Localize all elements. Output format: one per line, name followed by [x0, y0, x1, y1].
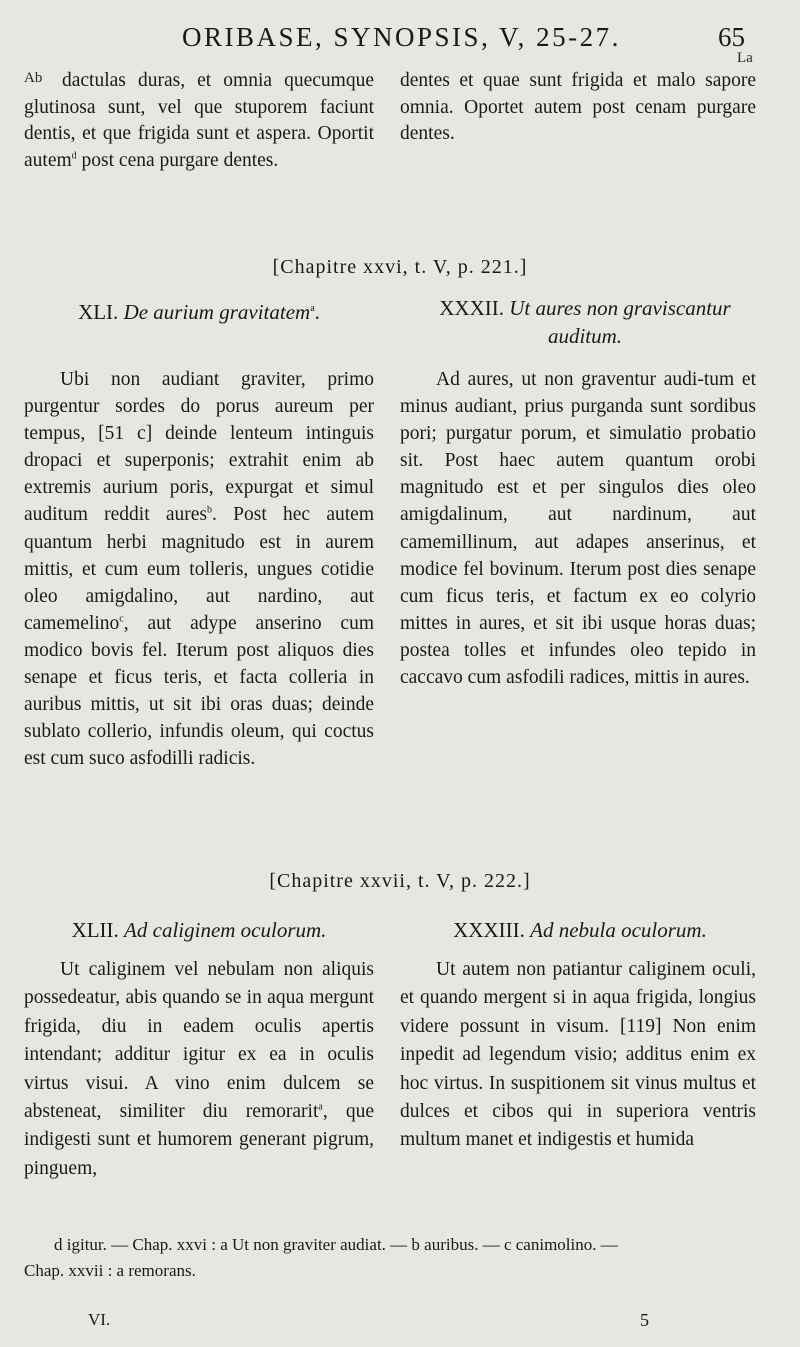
top-left-end: post cena purgare dentes.	[81, 149, 279, 171]
top-left-body: dactulas duras, et omnia quecumque glutinosa sunt, vel que stuporem faciunt dentis, et que frigida sunt et aspera. Oportit autem	[24, 70, 374, 171]
witness-mark-right: La	[737, 50, 753, 66]
section-xxxii-text: Ad aures, ut non graventur audi-tum et minus audiant, prius purganda sunt sordibus pori; purgatur porum, et simulatio probatio sit. Post haec autem quantum orobi magnitudo est et per singulos dies oleo amigdalinum, aut nardinum, aut camemillinum, aut adapes anserinus, et modice fel bovinum. Iterum post dies senape cum ficus teris, et factum ex eo colyrio mittes in aures, et sit ibi usque horas duas; postea tolles et infundes oleo tepido in caccavo cum asfodili radices, mittis in aures.	[400, 369, 756, 689]
section-number: XLII.	[71, 918, 119, 942]
section-number: XLI.	[78, 300, 119, 324]
section-number: XXXIII.	[453, 918, 525, 942]
section-title: Ut aures non graviscantur auditum.	[509, 296, 731, 348]
running-head	[0, 22, 800, 62]
section-heading-xxxii	[410, 294, 760, 350]
footnote-ref: b	[207, 504, 213, 516]
section-title: Ad caliginem oculorum.	[124, 918, 327, 942]
top-right-text	[400, 68, 756, 148]
section-title: Ad nebula oculorum.	[530, 918, 707, 942]
section-heading-xli: XLI. De aurium gravitatem$^a$.	[78, 300, 320, 324]
section-heading-xlii	[24, 918, 374, 943]
chapter-heading-xxvi: [Chapitre xxvi, t. V, p. 221.]	[272, 256, 528, 278]
section-xlii-text: Ut caliginem vel nebulam non aliquis possedeatur, abis quando se in aqua mergunt frigida, diu in eadem oculis apertis intendant; additur igitur ex ea in oculis virtus visui. A vino enim dulcem se absteneat, similiter diu remorarit$^a$, que indigesti sunt et humorem generant pigrum, pinguem,	[24, 959, 375, 1179]
gathering-number: 5	[640, 1310, 649, 1330]
section-title: De aurium gravitatem	[123, 300, 311, 324]
footnote-ref: c	[119, 613, 124, 625]
section-xxxiii-text: Ut autem non patiantur caliginem oculi, et quando mergent si in aqua frigida, longius videre possunt in visum. [119] Non enim inpedit ad legendum visio; additus enim ex hoc virtus. In suspitionem sit vinus multus et dulces et cibos qui in superiora ventris multum manet et indigestis et humida	[400, 959, 756, 1151]
footnote-ref: a	[310, 303, 315, 314]
footnote-line: d igitur. — Chap. xxvi : a Ut non graviter audiat. — b auribus. — c canimolino. —	[54, 1235, 618, 1254]
footnote-ref: d	[71, 150, 77, 162]
witness-mark-left: Ab	[24, 70, 43, 86]
running-title: ORIBASE, SYNOPSIS, V, 25-27.	[182, 22, 621, 52]
section-xli-text: Ubi non audiant graviter, primo purgentur sordes do porus aureum per tempus, [51 c] deinde lenteum intinguis dropaci et superponis; extrahit enim ab extremis aurium poris, expurgat et simul auditum reddit aures$^b$. Post hec autem quantum herbi magnitudo est in aurem mittis, et cum eum tolleris, ungues cotidie oleo amigdalino, aut nardino, aut camemelino$^c$, aut adype anserino cum modico bovis fel. Iterum post aliquos dies senape et ficus teris, et facta colleria in auribus mittis, ut sit ibi oras duas; deinde sublato collerio, infundis oleum, qui coctus est cum suco asfodilli radicis.	[24, 369, 374, 770]
section-heading-xxxiii	[400, 918, 760, 943]
top-left-text	[24, 68, 374, 174]
signature-mark: VI.	[88, 1310, 111, 1329]
chapter-heading-xxvii: [Chapitre xxvii, t. V, p. 222.]	[269, 870, 531, 892]
footnote-ref: a	[318, 1101, 323, 1113]
page-number: 65	[718, 22, 745, 52]
section-number: XXXII.	[439, 296, 504, 320]
footnotes	[24, 1232, 764, 1284]
footnote-line: Chap. xxvii : a remorans.	[24, 1261, 196, 1280]
top-right-body: dentes et quae sunt frigida et malo sapore omnia. Oportet autem post cenam purgare dentes.	[400, 70, 756, 145]
